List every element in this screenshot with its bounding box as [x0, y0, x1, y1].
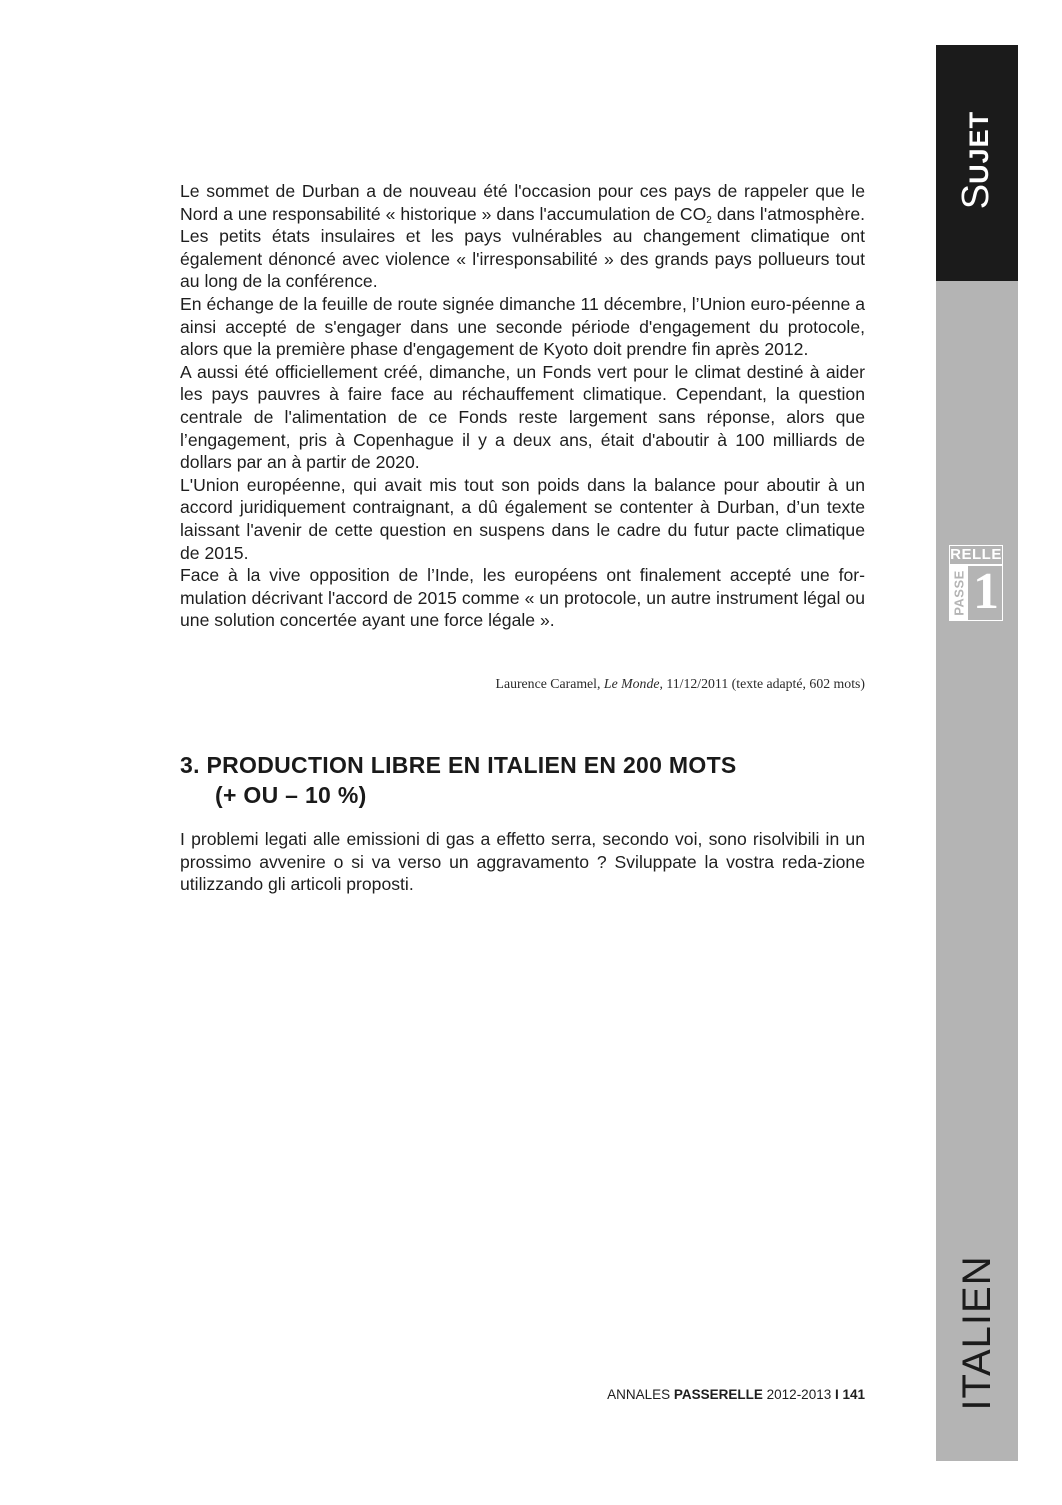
article-paragraph-2: En échange de la feuille de route signée dimanche 11 décembre, l’Union euro-péenne a ainsi accepté de s'engager dans une seconde période d'engagement du protocole, alors que la première phase d'engagement de Kyoto doit prendre fin après 2012.: [180, 293, 865, 360]
footer-brand: PASSERELLE: [673, 1387, 763, 1402]
logo-body: [949, 565, 1003, 621]
writing-prompt: I problemi legati alle emissioni di gas a effetto serra, secondo voi, sono risolvibili in un prossimo avvenire o si va verso un aggravamento ? Sviluppate la vostra reda-zione utilizzando gli articoli proposti.: [180, 829, 865, 895]
page-footer: ANNALES PASSERELLE 2012-2013 I 141: [607, 1387, 865, 1402]
logo-side-band: [950, 566, 968, 620]
logo-side-text: PASSE: [951, 570, 967, 616]
article-body: [180, 180, 865, 632]
article-paragraph-4: L'Union européenne, qui avait mis tout son poids dans la balance pour aboutir à un accord juridiquement contraignant, a dû également se contenter à Durban, d’un texte laissant l'avenir de cette question en suspens dans le cadre du futur pacte climatique de 2015.: [180, 474, 865, 563]
logo-number: 1: [973, 563, 999, 620]
passerelle-logo: [949, 545, 1003, 621]
article-paragraph-1: Le sommet de Durban a de nouveau été l'occasion pour ces pays de rappeler que le Nord a une responsabilité « historique » dans l'accumulation de $CO_2$ dans l'atmosphère. Les petits états insulaires et les pays vulnérables au changement climatique ont également dénoncé avec violence « l'irresponsabilité » des grands pays pollueurs tout au long de la conférence.: [180, 181, 865, 292]
article-paragraph-5: Face à la vive opposition de l’Inde, les européens ont finalement accepté une for-mulation décrivant l'accord de 2015 comme « un protocole, un autre instrument légal ou une solution concertée ayant une force légale ».: [180, 565, 865, 631]
source-publication: Le Monde: [603, 676, 660, 691]
section-heading-line-2: (+ OU – 10 %): [215, 782, 367, 808]
section-heading: [180, 750, 880, 810]
side-tab-subject-label: ITALIEN: [955, 1255, 999, 1411]
section-heading-line-1: 3. PRODUCTION LIBRE EN ITALIEN EN 200 MOTS: [180, 752, 737, 778]
article-paragraph-3: A aussi été officiellement créé, dimanche, un Fonds vert pour le climat destiné à aider les pays pauvres à faire face au réchauffement climatique. Cependant, la question centrale de l'alimentation de ce Fonds reste largement sans réponse, alors que l’engagement, pris à Copenhague il y a deux ans, était d'aboutir à 100 milliards de dollars par an à partir de 2020.: [180, 361, 865, 473]
logo-top-text: RELLE: [950, 546, 1002, 563]
side-tab-section-label: SUJET: [955, 110, 997, 210]
page-number: I 141: [834, 1387, 865, 1402]
co2-subscript: 2: [706, 214, 712, 226]
article-source: Laurence Caramel, Le Monde, 11/12/2011 (texte adapté, 602 mots): [495, 676, 865, 691]
